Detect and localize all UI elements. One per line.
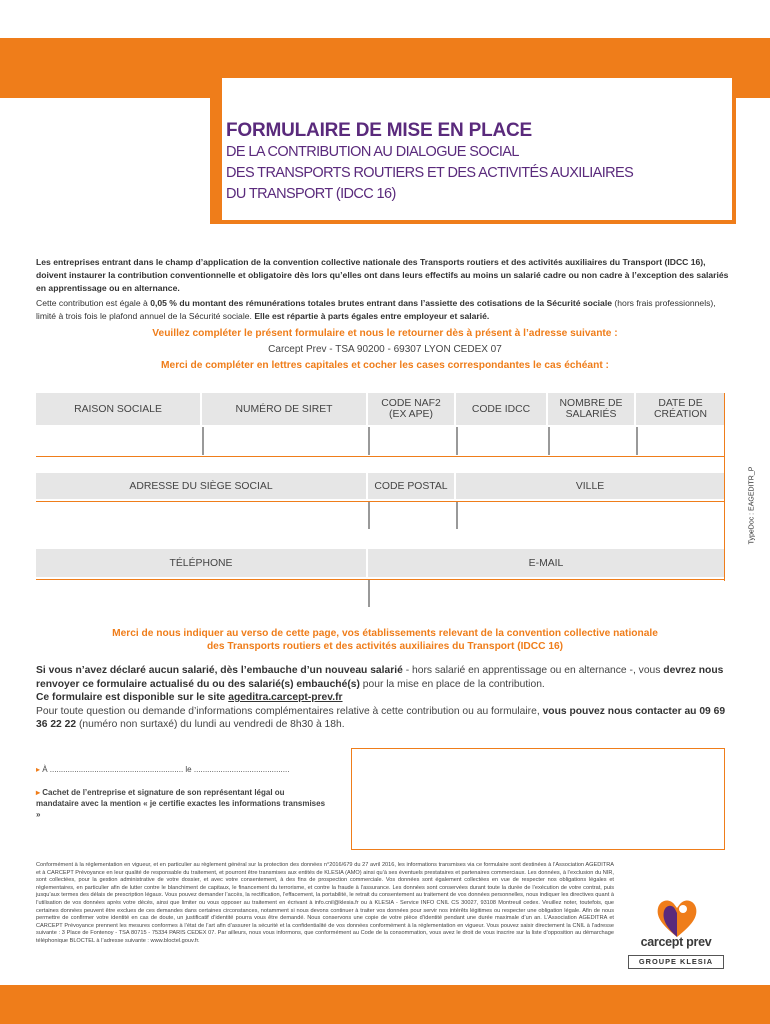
date-creation-line-1: DATE DE	[658, 398, 703, 409]
info-p1-c: devrez nous renvoyer ce formulaire actualisé du ou des salarié(s) embauché(s)	[36, 665, 724, 690]
bottom-orange-band	[0, 985, 770, 1024]
row-3-bottom-rule	[36, 579, 725, 580]
naf-header-line-1: CODE NAF2	[381, 398, 441, 409]
info-p1-d: pour la mise en place de la contribution.	[359, 678, 545, 690]
cachet-instruction	[36, 787, 326, 820]
establishments-notice	[36, 627, 734, 653]
signature-instructions	[36, 764, 336, 820]
triangle-bullet-icon: ▸	[36, 788, 41, 797]
logo-name: carcept prev	[640, 935, 712, 949]
typedoc-code	[742, 440, 762, 580]
naf-header-line-2: (EX APE)	[389, 409, 433, 420]
code-postal-header: CODE POSTAL	[368, 473, 454, 499]
ville-header: VILLE	[456, 473, 724, 499]
info-paragraph-1	[36, 664, 734, 691]
email-header: E-MAIL	[368, 549, 724, 577]
establishments-notice-line-2: des Transports routiers et des activités auxiliaires du Transport (IDCC 16)	[206, 641, 564, 652]
nb-salaries-header	[548, 393, 634, 425]
intro-section	[36, 256, 734, 372]
idcc-header: CODE IDCC	[456, 393, 546, 425]
info-p1-b: - hors salarié en apprentissage ou en alternance -, vous	[402, 665, 664, 676]
adresse-header: ADRESSE DU SIÈGE SOCIAL	[36, 473, 366, 499]
nb-salaries-line-2: SALARIÉS	[565, 409, 617, 420]
info-p2-a: Ce formulaire est disponible sur le site	[36, 692, 229, 703]
siret-header: NUMÉRO DE SIRET	[202, 393, 366, 425]
idcc-field[interactable]	[548, 427, 550, 455]
adresse-field[interactable]	[368, 501, 370, 529]
intro-p2-b: 0,05 % du montant des rémunérations totales brutes entrant dans l’assiette des cotisations de la Sécurité sociale	[150, 298, 613, 308]
raison-sociale-field[interactable]	[202, 427, 204, 455]
date-creation-header	[636, 393, 725, 425]
intro-paragraph-1	[36, 256, 734, 295]
row-2-bottom-rule	[36, 501, 725, 502]
place-date-text: À ............................................................ le ...........................................	[42, 765, 290, 774]
subtitle-line-1: DE LA CONTRIBUTION AU DIALOGUE SOCIAL	[226, 144, 519, 160]
return-address: Carcept Prev - TSA 90200 - 69307 LYON CEDEX 07	[268, 344, 502, 355]
info-paragraph-2	[36, 691, 734, 705]
naf-field[interactable]	[456, 427, 458, 455]
info-paragraph-3	[36, 705, 734, 732]
siret-field[interactable]	[368, 427, 370, 455]
intro-p2-d: Elle est répartie à parts égales entre employeur et salarié.	[254, 311, 490, 321]
subtitle-line-3: DU TRANSPORT (IDCC 16)	[226, 186, 396, 202]
row-1-bottom-rule	[36, 456, 725, 457]
raison-sociale-header: RAISON SOCIALE	[36, 393, 200, 425]
legal-notice: Conformément à la réglementation en vigueur, et en particulier au règlement général sur la protection des données n°2016/679 du 27 avril 2016, les informations transmises via ce formulaire sont destinées à l’Association AGEDITRA et à CARCEPT Prévoyance en leur qualité de responsable du traitement, et pourront être transmises aux entités de KLESIA (AMO) ainsi qu’à ses éventuels prestataires et partenaires commerciaux. Les données, à l’exclusion du NIR, sont collectées, pour la gestion administrative de votre dossier, et avec votre consentement, à des fins de prospection commerciale. Vos données sont également collectées en vue de respecter nos obligations légales et réglementaires, en particulier afin de lutter contre le blanchiment de capitaux, le financement du terrorisme, et contre la fraude à l’assurance. Les données sont conservées durant toute la durée de l’exécution de votre contrat, puis jusqu’aux termes des délais de prescription légaux. Vous pouvez demander l’accès, la rectification, l’effacement, la portabilité, le retrait du consentement au traitement de vos données personnelles, nous indiquer les directives quant à l’utilisation de vos données après votre décès, ainsi que limiter ou vous opposer au traitement en écrivant à info.cnil@klesia.fr ou à KLESIA - Service INFO CNIL CS 30027, 93108 Montreuil cedex. Veuillez noter, toutefois, que certaines données peuvent être exclues de ces demandes dans certaines circonstances, notamment si nous devons continuer à traiter vos données pour servir nos intérêts légitimes ou respecter une obligation légale. Afin de nous permettre de confirmer votre identité en cas de doute, un justificatif d’identité pourra vous être demandé. Nous conservons une copie de votre pièce d’identité pendant une durée maximale d’un an. L’Association AGEDITRA et CARCEPT Prévoyance prennent les mesures conformes à l’état de l’art afin d’assurer la sécurité et la confidentialité de vos données conformément à la réglementation en vigueur. Vous pouvez saisir directement la CNIL à l’adresse suivante : 3 Place de Fontenoy - TSA 80715 - 75334 PARIS CEDEX 07. Par ailleurs, nous vous informons, que conformément au Code de la consommation, vous avez le droit de vous inscrire sur la liste d’opposition au démarchage téléphonique BLOCTEL à l’adresse suivante : www.bloctel.gouv.fr.	[36, 862, 614, 944]
info-p3-c: (numéro non surtaxé) du lundi au vendredi de 8h30 à 18h.	[76, 719, 345, 730]
cachet-text: Cachet de l’entreprise et signature de son représentant légal ou mandataire avec la mention « je certifie exactes les informations transmises »	[36, 788, 326, 819]
page-title: FORMULAIRE DE MISE EN PLACE	[226, 120, 533, 141]
telephone-header: TÉLÉPHONE	[36, 549, 366, 577]
info-section	[36, 664, 734, 732]
logo-group: GROUPE KLESIA	[628, 955, 724, 969]
triangle-bullet-icon: ▸	[36, 765, 41, 774]
subtitle-line-2: DES TRANSPORTS ROUTIERS ET DES ACTIVITÉS AUXILIAIRES	[226, 165, 634, 181]
title-block	[226, 120, 726, 205]
signature-box[interactable]	[351, 748, 725, 850]
capitals-instruction: Merci de compléter en lettres capitales et cocher les cases correspondantes le cas échéant :	[161, 360, 609, 371]
intro-p2-c: (hors frais professionnels), limité à trois fois le plafond annuel de la Sécurité sociale.	[36, 298, 716, 321]
carcept-heart-icon	[652, 895, 702, 939]
typedoc-text: TypeDoc : EAGEDITR_P	[748, 466, 756, 545]
intro-paragraph-2	[36, 297, 734, 323]
date-creation-line-2: CRÉATION	[654, 409, 707, 420]
website-link[interactable]: ageditra.carcept-prev.fr	[228, 692, 343, 703]
info-p3-b: vous pouvez nous contacter au 09 69 36 22 22	[36, 705, 726, 730]
info-p1-a: Si vous n’avez déclaré aucun salarié, dès l’embauche d’un nouveau salarié	[36, 665, 403, 676]
return-instruction: Veuillez compléter le présent formulaire et nous le retourner dès à présent à l’adresse suivante :	[152, 328, 618, 339]
info-p3-a: Pour toute question ou demande d’informations complémentaires relative à cette contribution ou au formulaire,	[36, 705, 543, 717]
establishments-notice-line-1: Merci de nous indiquer au verso de cette page, vos établissements relevant de la convention collective nationale	[112, 628, 658, 639]
right-orange-rule	[724, 393, 725, 581]
intro-p2-a: Cette contribution est égale à	[36, 298, 151, 308]
nb-salaries-field[interactable]	[636, 427, 638, 455]
naf-header	[368, 393, 454, 425]
intro-p1-text: Les entreprises entrant dans le champ d’application de la convention collective nationale des Transports routiers et des activités auxiliaires du Transport (IDCC 16), doivent instaurer la contribution conventionnelle et obligatoire dès lors qu’elles ont dans leurs effectifs au moins un salarié cadre ou non cadre à l’exception des salariés en apprentissage ou en alternance.	[36, 257, 729, 293]
code-postal-field[interactable]	[456, 501, 458, 529]
nb-salaries-line-1: NOMBRE DE	[559, 398, 623, 409]
telephone-field[interactable]	[368, 579, 370, 607]
place-date-line[interactable]	[36, 764, 336, 775]
